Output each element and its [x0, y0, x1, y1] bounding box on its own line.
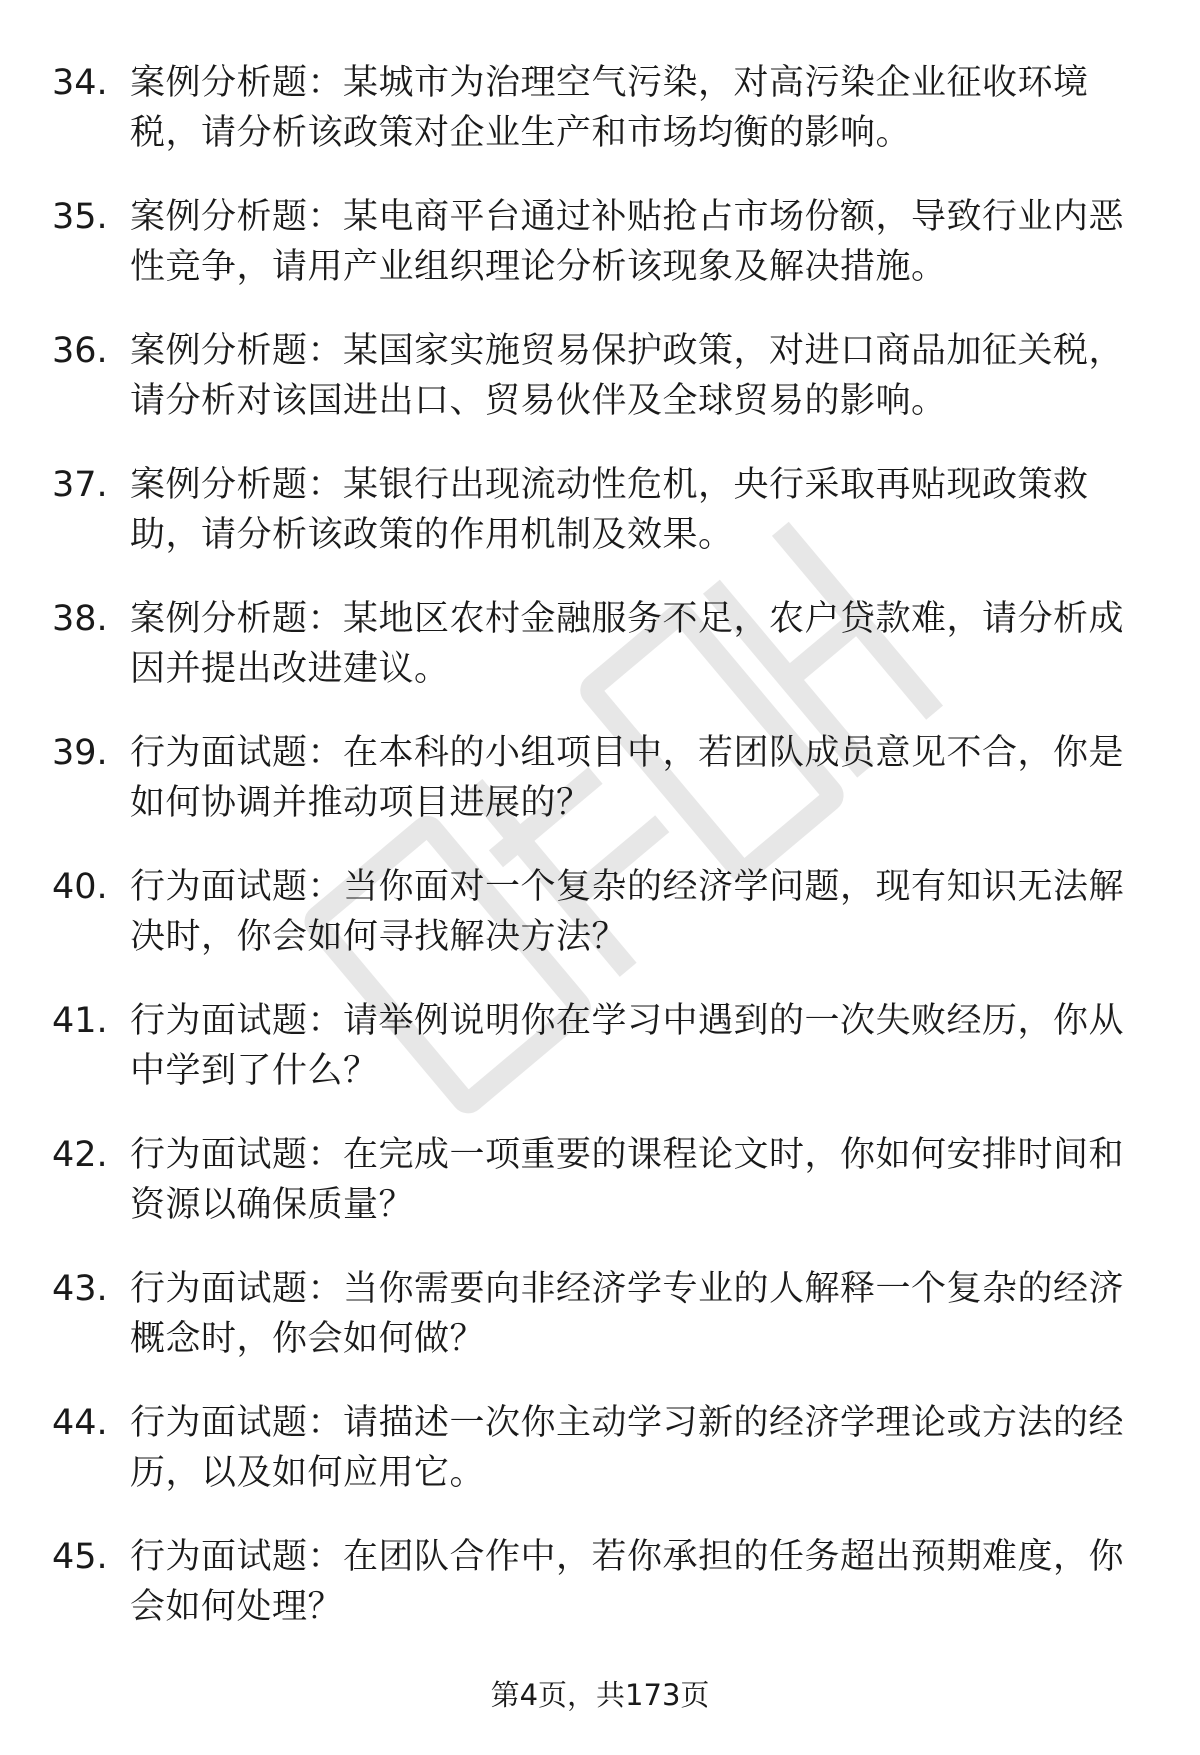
- question-number: 42.: [52, 1135, 108, 1175]
- question-item: [52, 1264, 1152, 1398]
- question-text: 行为面试题：请举例说明你在学习中遇到的一次失败经历，你从中学到了什么？: [130, 1001, 1125, 1091]
- question-number: 38.: [52, 599, 108, 639]
- question-text: 行为面试题：在团队合作中，若你承担的任务超出预期难度，你会如何处理？: [130, 1537, 1125, 1627]
- question-text: 行为面试题：当你面对一个复杂的经济学问题，现有知识无法解决时，你会如何寻找解决方法？: [130, 867, 1125, 957]
- question-number: 35.: [52, 197, 108, 237]
- question-item: [52, 460, 1152, 594]
- question-text: 案例分析题：某城市为治理空气污染，对高污染企业征收环境税，请分析该政策对企业生产和市场均衡的影响。: [130, 63, 1089, 153]
- question-text: 行为面试题：请描述一次你主动学习新的经济学理论或方法的经历，以及如何应用它。: [130, 1403, 1125, 1493]
- question-item: [52, 728, 1152, 862]
- question-item: [52, 862, 1152, 996]
- question-number: 43.: [52, 1269, 108, 1309]
- question-text: 案例分析题：某银行出现流动性危机，央行采取再贴现政策救助，请分析该政策的作用机制及效果。: [130, 465, 1089, 555]
- question-number: 34.: [52, 63, 108, 103]
- question-number: 44.: [52, 1403, 108, 1443]
- question-item: [52, 58, 1152, 192]
- question-text: 行为面试题：在本科的小组项目中，若团队成员意见不合，你是如何协调并推动项目进展的？: [130, 733, 1125, 823]
- question-number: 36.: [52, 331, 108, 371]
- question-text: 案例分析题：某地区农村金融服务不足，农户贷款难，请分析成因并提出改进建议。: [130, 599, 1125, 689]
- page-number-label: 第4页，共173页: [490, 1678, 710, 1712]
- question-item: [52, 192, 1152, 326]
- question-text: 案例分析题：某国家实施贸易保护政策，对进口商品加征关税，请分析对该国进出口、贸易伙伴及全球贸易的影响。: [130, 331, 1125, 421]
- question-item: [52, 1130, 1152, 1264]
- question-item: [52, 594, 1152, 728]
- question-text: 案例分析题：某电商平台通过补贴抢占市场份额，导致行业内恶性竞争，请用产业组织理论分析该现象及解决措施。: [130, 197, 1125, 287]
- question-number: 39.: [52, 733, 108, 773]
- question-text: 行为面试题：当你需要向非经济学专业的人解释一个复杂的经济概念时，你会如何做？: [130, 1269, 1125, 1359]
- question-item: [52, 1398, 1152, 1532]
- question-item: [52, 996, 1152, 1130]
- question-number: 37.: [52, 465, 108, 505]
- question-text: 行为面试题：在完成一项重要的课程论文时，你如何安排时间和资源以确保质量？: [130, 1135, 1125, 1225]
- page-footer: [0, 1675, 1200, 1715]
- question-number: 40.: [52, 867, 108, 907]
- question-number: 45.: [52, 1537, 108, 1577]
- question-number: 41.: [52, 1001, 108, 1041]
- question-list: [52, 58, 1152, 1666]
- question-item: [52, 1532, 1152, 1666]
- question-item: [52, 326, 1152, 460]
